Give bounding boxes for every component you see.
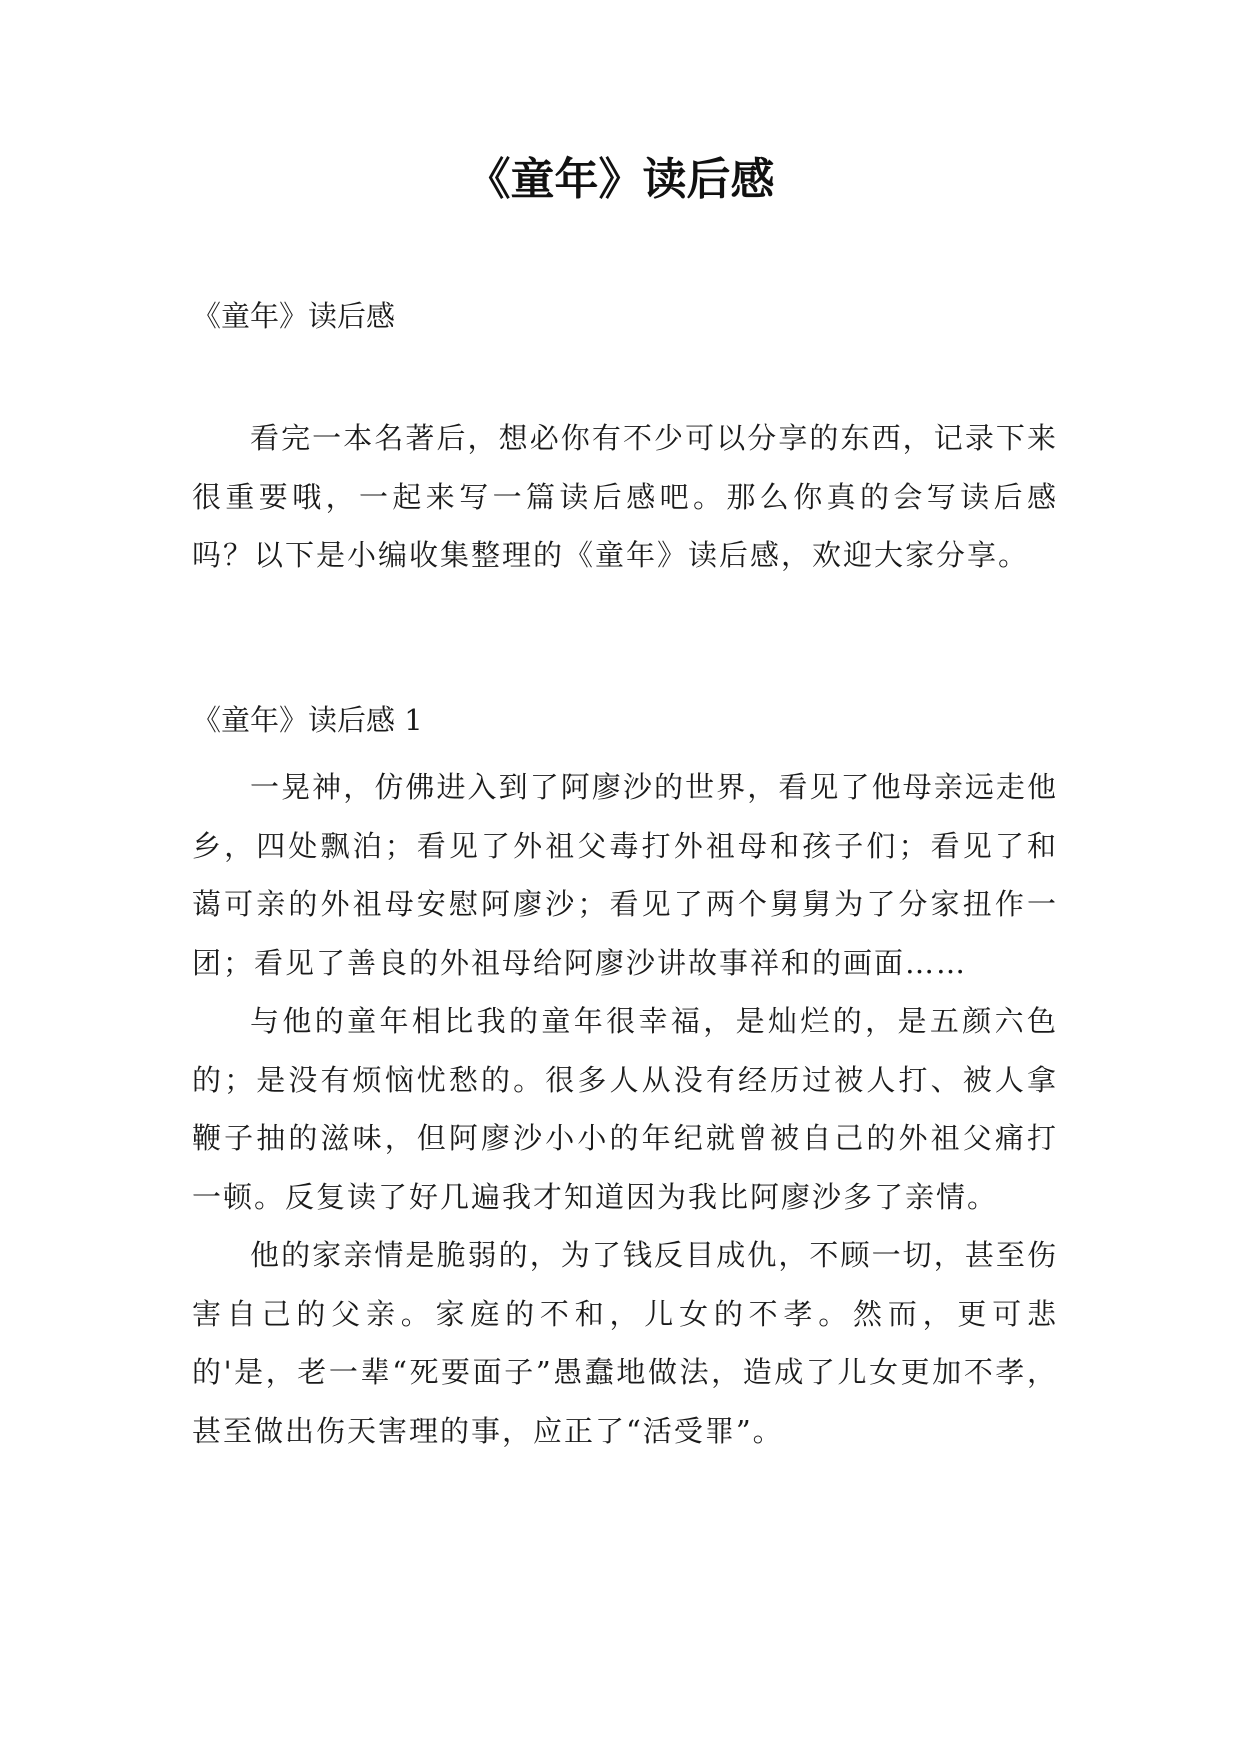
body-paragraph-1: 一晃神，仿佛进入到了阿廖沙的世界，看见了他母亲远走他乡，四处飘泊；看见了外祖父毒打外祖母和孩子们；看见了和蔼可亲的外祖母安慰阿廖沙；看见了两个舅舅为了分家扭作一团；看见了善良的外祖母给阿廖沙讲故事祥和的画面…… — [192, 770, 1058, 980]
essay-section-1 — [192, 700, 1058, 1460]
document-subtitle: 《童年》读后感 — [192, 299, 396, 333]
body-paragraph-3: 他的家亲情是脆弱的，为了钱反目成仇，不顾一切，甚至伤害自己的父亲。家庭的不和，儿女的不孝。然而，更可悲的'是，老一辈“死要面子”愚蠢地做法，造成了儿女更加不孝，甚至做出伤天害理的事，应正了“活受罪”。 — [192, 1238, 1058, 1448]
intro-paragraph: 看完一本名著后，想必你有不少可以分享的东西，记录下来很重要哦，一起来写一篇读后感吧。那么你真的会写读后感吗？以下是小编收集整理的《童年》读后感，欢迎大家分享。 — [192, 421, 1058, 572]
section-heading: 《童年》读后感 1 — [192, 703, 423, 737]
document-title: 《童年》读后感 — [466, 154, 775, 205]
body-paragraph-2: 与他的童年相比我的童年很幸福，是灿烂的，是五颜六色的；是没有烦恼忧愁的。很多人从没有经历过被人打、被人拿鞭子抽的滋味，但阿廖沙小小的年纪就曾被自己的外祖父痛打一顿。反复读了好几遍我才知道因为我比阿廖沙多了亲情。 — [192, 1004, 1058, 1214]
